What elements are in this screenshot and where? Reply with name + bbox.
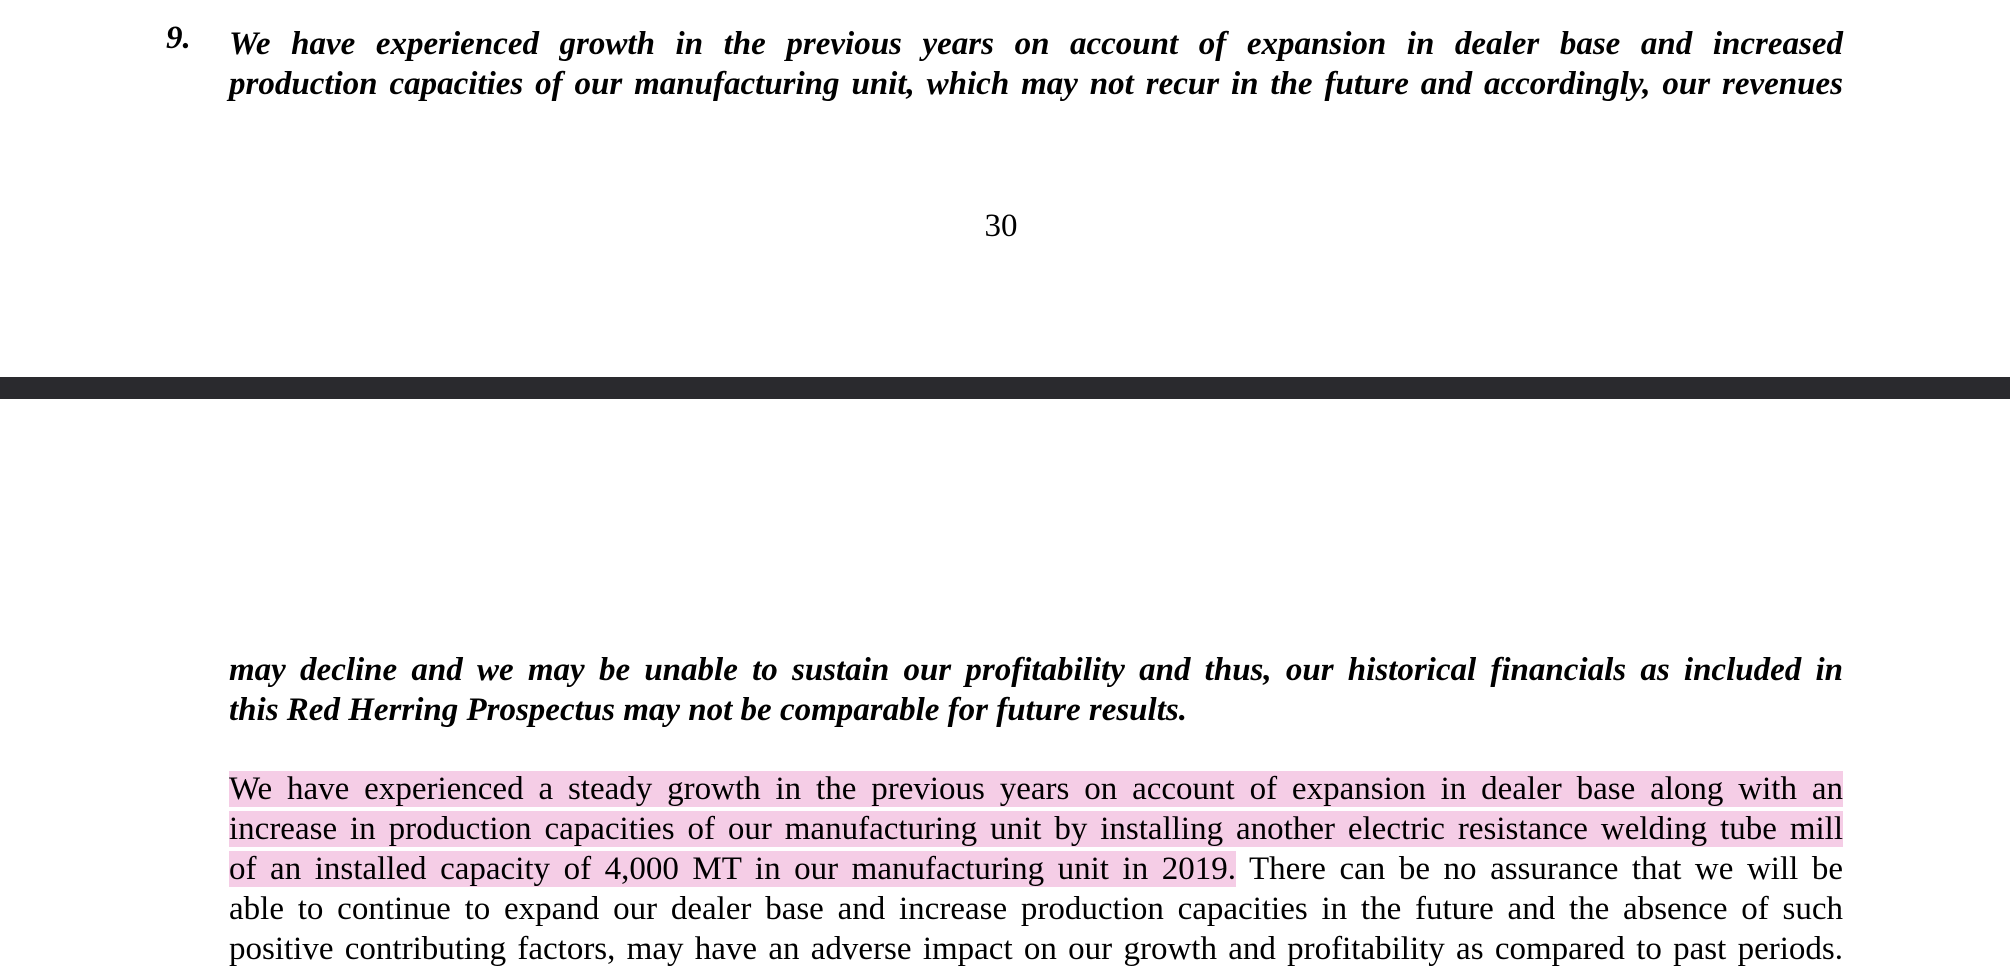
risk-factor-heading-line-1: We have experienced growth in the previous years on account of expansion in dealer base and increased <box>229 26 1843 62</box>
body-line-4: able to continue to expand our dealer base and increase production capacities in the future and the absence of such <box>229 891 1843 927</box>
page-bottom <box>0 399 2010 967</box>
page-number: 30 <box>984 208 1018 244</box>
body-text: There can be no assurance that we will be <box>1236 851 1843 887</box>
body-line-5: positive contributing factors, may have an adverse impact on our growth and profitability as compared to past periods. <box>229 931 1843 967</box>
body-line-2 <box>229 809 1843 849</box>
highlighted-text: increase in production capacities of our manufacturing unit by installing another electric resistance welding tube mill <box>229 811 1843 847</box>
risk-factor-heading-line-4: this Red Herring Prospectus may not be comparable for future results. <box>229 692 1187 728</box>
risk-factor-heading-line-2: production capacities of our manufacturing unit, which may not recur in the future and accordingly, our revenues <box>229 66 1843 102</box>
risk-factor-heading-line-3: may decline and we may be unable to sustain our profitability and thus, our historical financials as included in <box>229 652 1843 688</box>
page-separator <box>0 377 2010 399</box>
highlighted-text: of an installed capacity of 4,000 MT in our manufacturing unit in 2019. <box>229 851 1237 887</box>
highlighted-text: We have experienced a steady growth in the previous years on account of expansion in dealer base along with an <box>229 771 1843 807</box>
page-top <box>0 0 2010 377</box>
body-line-3 <box>229 849 1843 889</box>
body-line-1 <box>229 769 1843 809</box>
risk-factor-number: 9. <box>166 20 191 56</box>
